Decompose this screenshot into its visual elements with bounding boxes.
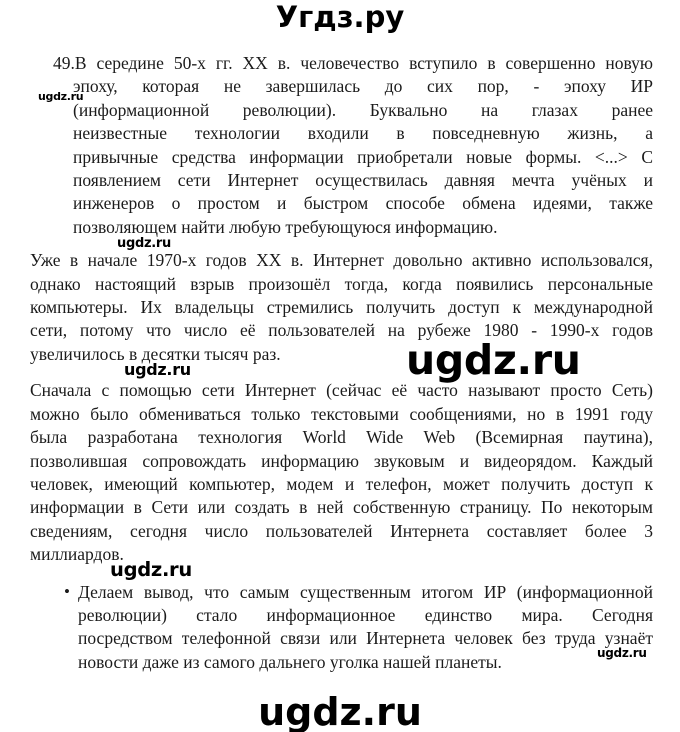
text-line: посредством телефонной связи или Интернета человек без труда узнаёт: [78, 628, 653, 649]
text-line: инженеров о простом и быстром способе обмена идеями, также: [73, 193, 653, 214]
site-watermark: ugdz.ru: [406, 336, 581, 384]
text-line: человек, имеющий компьютер, модем и телефон, может получить доступ к: [30, 473, 653, 494]
text-line: (информационной революции). Буквально на глазах ранее: [73, 99, 653, 120]
text-line: однако настоящий взрыв произошёл тогда, когда появились персональные: [30, 273, 653, 294]
site-logo-footer: ugdz.ru: [258, 690, 422, 732]
text-line: увеличилось в десятки тысяч раз.: [30, 343, 281, 364]
text-line: привычные средства информации приобретали новые формы. <...> С: [73, 146, 653, 167]
text-line: Сначала с помощью сети Интернет (сейчас её часто называют просто Сеть): [30, 380, 653, 401]
text-line: информации в Сети или создать в ней собственную страницу. По некоторым: [30, 497, 653, 518]
site-watermark: ugdz.ru: [124, 360, 191, 379]
text-line: была разработана технология World Wide Web (Всемирная паутина),: [30, 427, 653, 448]
text-line: эпоху, которая не завершилась до сих пор, - эпоху ИР: [73, 76, 653, 97]
bullet-icon: •: [64, 581, 70, 601]
text-line: революции) стало информационное единство мира. Сегодня: [78, 604, 653, 625]
text-line: Уже в начале 1970-х годов XX в. Интернет довольно активно использовался,: [30, 250, 653, 271]
site-watermark: ugdz.ru: [117, 236, 171, 251]
text-line: сети, потому что число её пользователей на рубеже 1980 - 1990-х годов: [30, 320, 653, 341]
text-line: • Делаем вывод, что самым существенным итогом ИР (информационной: [64, 581, 653, 602]
site-logo-header: Угдз.ру: [275, 0, 405, 34]
text-line: позволяющем найти любую требующуюся информацию.: [73, 216, 498, 237]
text-line: сведениям, сегодня число пользователей Интернета составляет более 3: [30, 520, 653, 541]
site-watermark: ugdz.ru: [110, 558, 192, 581]
text-line: 49.В середине 50-х гг. XX в. человечество вступило в совершенно новую: [53, 53, 653, 73]
text-line: позволившая сопровождать информацию звуковым и видеорядом. Каждый: [30, 450, 653, 471]
text-line: можно было обмениваться только текстовыми сообщениями, но в 1991 году: [30, 403, 653, 424]
text-line: неизвестные технологии входили в повседневную жизнь, а: [73, 123, 653, 144]
text-line: появлением сети Интернет осуществилась давняя мечта учёных и: [73, 170, 653, 191]
text-line: новости даже из самого дальнего уголка нашей планеты.: [78, 651, 502, 672]
site-watermark: ugdz.ru: [597, 646, 647, 660]
paragraph-4: [64, 581, 653, 675]
text-line: миллиардов.: [30, 544, 124, 565]
site-watermark: ugdz.ru: [38, 90, 84, 103]
paragraph-3: [30, 379, 653, 566]
text-line: компьютеры. Их владельцы стремились получить доступ к международной: [30, 297, 653, 318]
